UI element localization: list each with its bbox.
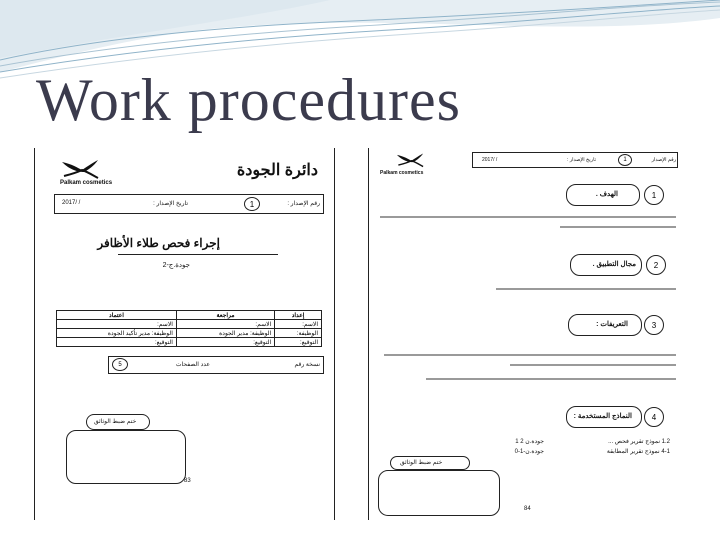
- right-stamp-area: [378, 470, 500, 516]
- sign-cell: الاسم:: [57, 320, 177, 329]
- text-line: [384, 354, 676, 356]
- right-page-number: 84: [524, 506, 531, 512]
- procedure-code: جودة.ج-2: [162, 262, 190, 269]
- sign-header-approval: اعتماد: [57, 311, 177, 320]
- left-page-border: [34, 148, 35, 520]
- sign-cell: التوقيع:: [275, 338, 322, 347]
- section-4-label: النماذج المستخدمة :: [573, 413, 632, 420]
- right-date-label: تاريخ الإصدار :: [566, 157, 596, 163]
- text-line: [496, 288, 676, 290]
- right-date-value: 2017/ /: [482, 157, 498, 163]
- form-line-2-name: 4-1 نموذج تقرير المطابقة: [606, 449, 670, 455]
- left-page-number: 83: [184, 478, 191, 484]
- left-document-page: [28, 148, 340, 520]
- procedure-title: إجراء فحص طلاء الأظافر: [97, 236, 220, 250]
- title-underline: [118, 254, 278, 255]
- issue-date-value: 2017/ /: [62, 200, 81, 206]
- sign-cell: الوظيفة: مدير تأكيد الجودة: [57, 329, 177, 338]
- sign-cell: الاسم:: [176, 320, 274, 329]
- stamp-area: [66, 430, 186, 484]
- form-line-2-code: جودة.ن-1-0: [514, 449, 544, 455]
- right-stamp-label: ختم ضبط الوثائق: [400, 460, 443, 466]
- sign-cell: الوظيفة:: [275, 329, 322, 338]
- right-doc-left-border: [368, 148, 369, 520]
- right-issue-label: رقم الإصدار: [651, 157, 676, 163]
- right-logo-text: Palkam cosmetics: [380, 170, 424, 176]
- section-1-number: 1: [644, 185, 664, 205]
- form-line-1-name: 1.2 نموذج تقرير فحص ...: [608, 439, 670, 445]
- copy-number-label: نسخة رقم: [294, 362, 320, 368]
- sign-cell: التوقيع:: [57, 338, 177, 347]
- text-line: [560, 226, 676, 228]
- issue-date-label: تاريخ الإصدار :: [153, 201, 188, 207]
- issue-number: 1: [244, 197, 260, 211]
- section-3-label: التعريفات :: [596, 321, 628, 328]
- stamp-label: ختم ضبط الوثائق: [94, 419, 137, 425]
- sign-header-review: مراجعة: [176, 311, 274, 320]
- right-page-border: [334, 148, 335, 520]
- left-logo-text: Palkam cosmetics: [60, 180, 113, 186]
- pages-count-label: عدد الصفحات: [175, 362, 210, 368]
- right-issue-number: 1: [618, 154, 632, 166]
- scissors-logo-icon: [60, 158, 100, 180]
- section-4-number: 4: [644, 407, 664, 427]
- section-2-number: 2: [646, 255, 666, 275]
- section-1-label: الهدف .: [595, 191, 618, 198]
- issue-info-bar: [54, 194, 324, 214]
- section-3-number: 3: [644, 315, 664, 335]
- section-2-label: مجال التطبيق .: [592, 261, 636, 268]
- slide-title: Work procedures: [36, 67, 462, 133]
- department-name: دائرة الجودة: [236, 162, 318, 179]
- scissors-logo-icon: [394, 152, 426, 168]
- sign-header-prepare: إعداد: [275, 311, 322, 320]
- copy-info-bar: [108, 356, 324, 374]
- sign-cell: الاسم:: [275, 320, 322, 329]
- right-document-page: [360, 148, 684, 520]
- pages-count-value: 5: [112, 358, 128, 371]
- text-line: [510, 364, 676, 366]
- issue-number-label: رقم الإصدار :: [287, 201, 320, 207]
- sign-cell: الوظيفة: مدير الجودة: [176, 329, 274, 338]
- signature-table: [56, 310, 322, 347]
- sign-cell: التوقيع:: [176, 338, 274, 347]
- form-line-1-code: جودة.ن 2 1: [515, 439, 544, 445]
- text-line: [426, 378, 676, 380]
- text-line: [380, 216, 676, 218]
